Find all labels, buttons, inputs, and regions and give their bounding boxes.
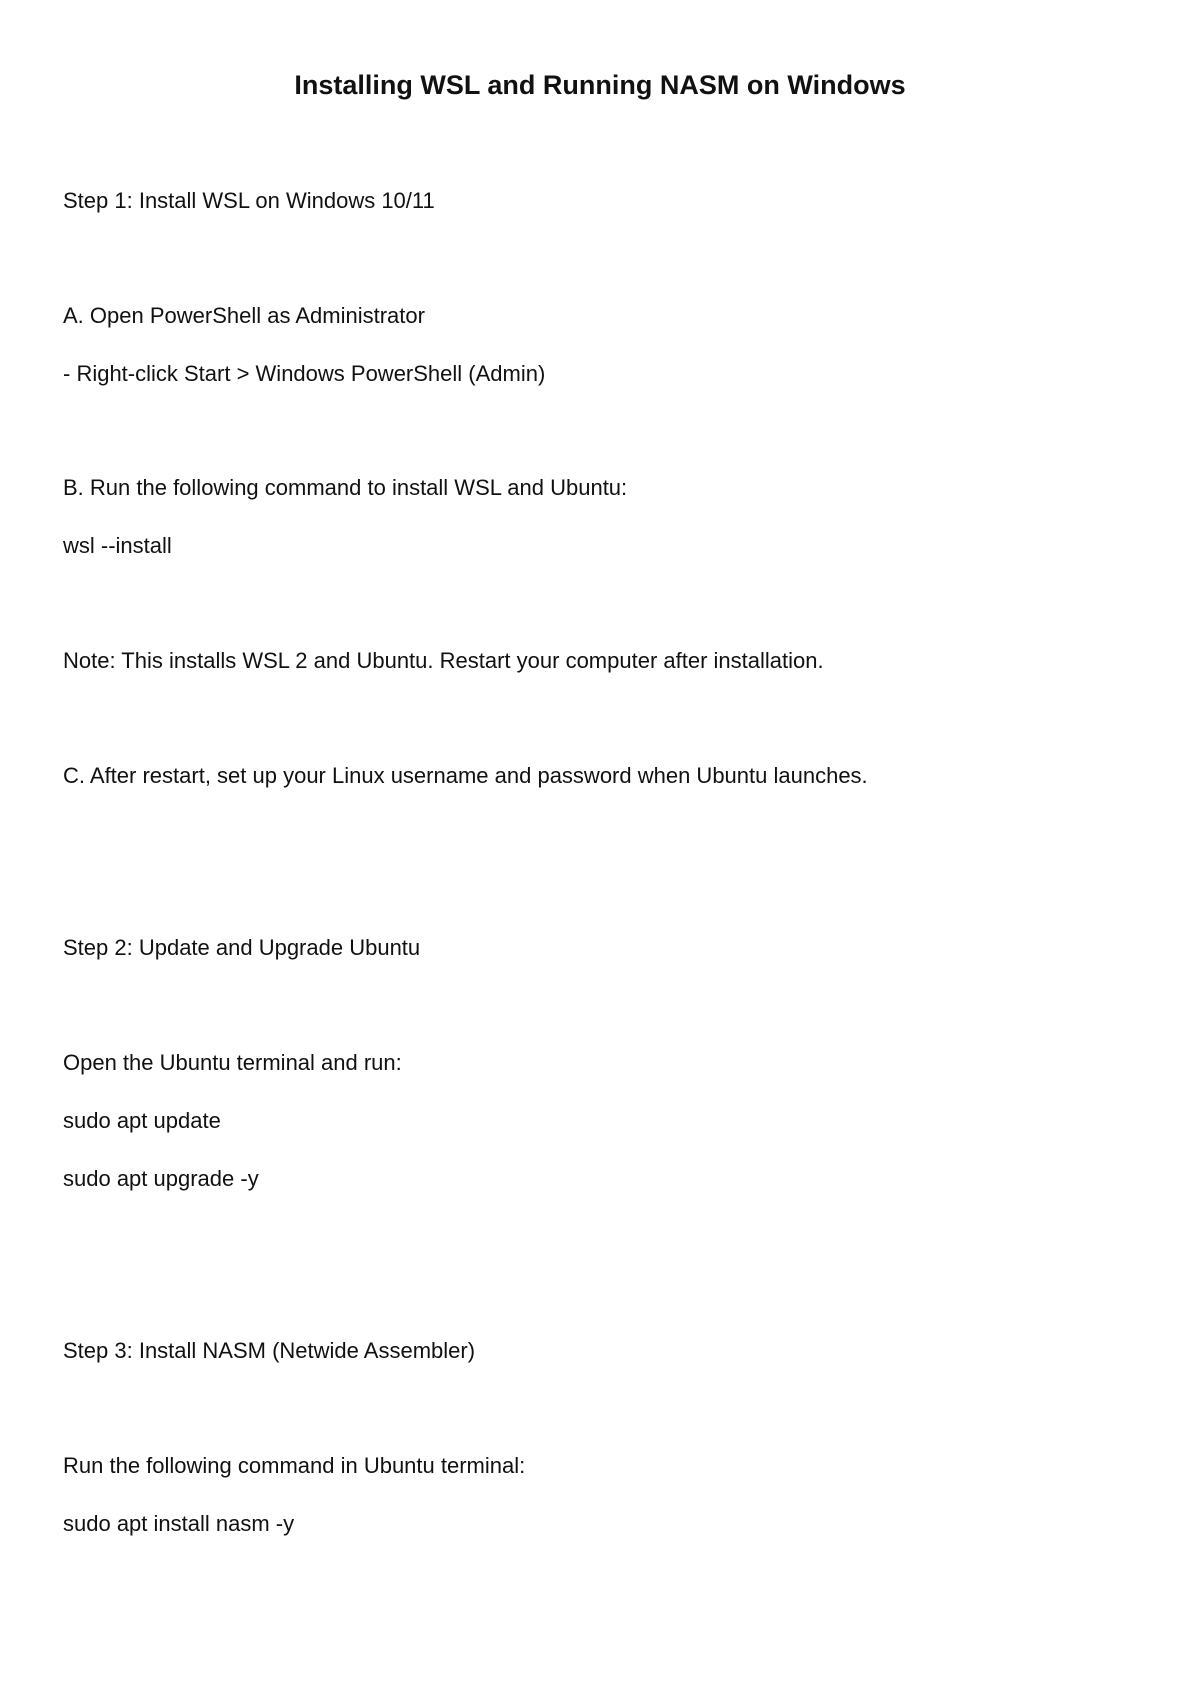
step-3-intro: Run the following command in Ubuntu terminal: xyxy=(63,1453,526,1478)
step-1b-heading: B. Run the following command to install WSL and Ubuntu: xyxy=(63,475,628,500)
step-2-command-update: sudo apt update xyxy=(63,1108,221,1133)
step-1a-detail: - Right-click Start > Windows PowerShell (Admin) xyxy=(63,361,546,386)
step-1-note: Note: This installs WSL 2 and Ubuntu. Restart your computer after installation. xyxy=(63,648,824,673)
step-1-heading: Step 1: Install WSL on Windows 10/11 xyxy=(63,188,435,213)
step-2-command-upgrade: sudo apt upgrade -y xyxy=(63,1166,259,1191)
step-2-intro: Open the Ubuntu terminal and run: xyxy=(63,1050,402,1075)
step-3-command: sudo apt install nasm -y xyxy=(63,1511,295,1536)
step-2-heading: Step 2: Update and Upgrade Ubuntu xyxy=(63,935,421,960)
document-title: Installing WSL and Running NASM on Windows xyxy=(294,70,906,100)
step-3-heading: Step 3: Install NASM (Netwide Assembler) xyxy=(63,1338,476,1363)
step-1a-heading: A. Open PowerShell as Administrator xyxy=(63,303,425,328)
step-1b-command: wsl --install xyxy=(63,533,172,558)
step-1c-text: C. After restart, set up your Linux username and password when Ubuntu launches. xyxy=(63,763,868,788)
